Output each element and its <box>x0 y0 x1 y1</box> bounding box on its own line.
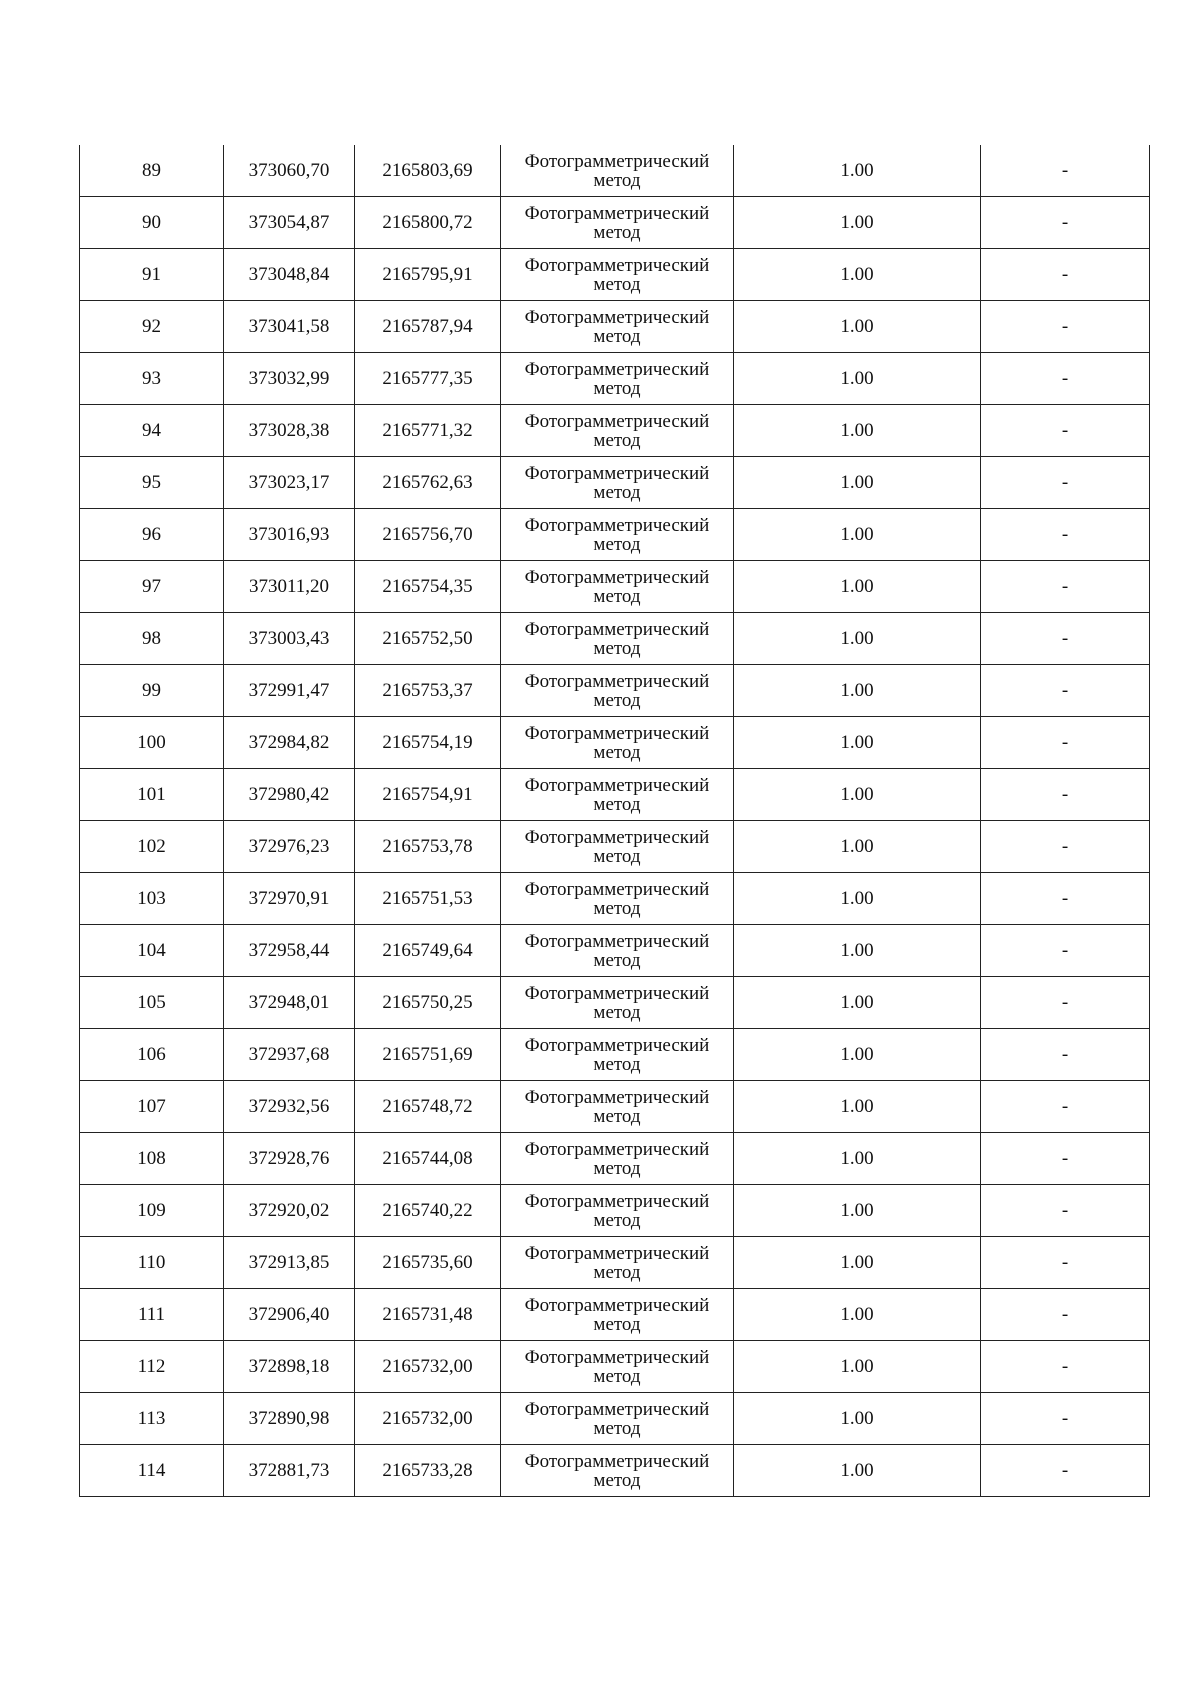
point-number-cell: 89 <box>80 145 224 197</box>
method-cell: Фотограмметрический метод <box>501 769 734 821</box>
note-cell: - <box>981 1393 1150 1445</box>
y-coordinate-cell: 2165753,37 <box>355 665 501 717</box>
x-coordinate-cell: 372928,76 <box>224 1133 355 1185</box>
method-cell: Фотограмметрический метод <box>501 613 734 665</box>
method-cell: Фотограмметрический метод <box>501 665 734 717</box>
table-row <box>80 1081 1150 1133</box>
accuracy-cell: 1.00 <box>734 977 981 1029</box>
note-cell: - <box>981 1029 1150 1081</box>
table-row <box>80 717 1150 769</box>
x-coordinate-cell: 373016,93 <box>224 509 355 561</box>
y-coordinate-cell: 2165762,63 <box>355 457 501 509</box>
x-coordinate-cell: 373023,17 <box>224 457 355 509</box>
point-number-cell: 101 <box>80 769 224 821</box>
accuracy-cell: 1.00 <box>734 821 981 873</box>
note-cell: - <box>981 1081 1150 1133</box>
x-coordinate-cell: 372958,44 <box>224 925 355 977</box>
table-row <box>80 145 1150 197</box>
method-cell: Фотограмметрический метод <box>501 1029 734 1081</box>
note-cell: - <box>981 509 1150 561</box>
table-row <box>80 1237 1150 1289</box>
point-number-cell: 106 <box>80 1029 224 1081</box>
accuracy-cell: 1.00 <box>734 1029 981 1081</box>
table-row <box>80 1029 1150 1081</box>
point-number-cell: 111 <box>80 1289 224 1341</box>
method-cell: Фотограмметрический метод <box>501 873 734 925</box>
note-cell: - <box>981 665 1150 717</box>
accuracy-cell: 1.00 <box>734 1341 981 1393</box>
point-number-cell: 105 <box>80 977 224 1029</box>
coordinates-table <box>79 145 1150 1497</box>
note-cell: - <box>981 769 1150 821</box>
accuracy-cell: 1.00 <box>734 613 981 665</box>
note-cell: - <box>981 561 1150 613</box>
x-coordinate-cell: 373011,20 <box>224 561 355 613</box>
table-row <box>80 1289 1150 1341</box>
x-coordinate-cell: 372976,23 <box>224 821 355 873</box>
accuracy-cell: 1.00 <box>734 1237 981 1289</box>
y-coordinate-cell: 2165751,53 <box>355 873 501 925</box>
accuracy-cell: 1.00 <box>734 769 981 821</box>
accuracy-cell: 1.00 <box>734 509 981 561</box>
x-coordinate-cell: 372948,01 <box>224 977 355 1029</box>
accuracy-cell: 1.00 <box>734 457 981 509</box>
note-cell: - <box>981 717 1150 769</box>
method-cell: Фотограмметрический метод <box>501 353 734 405</box>
table-row <box>80 405 1150 457</box>
table-row <box>80 665 1150 717</box>
y-coordinate-cell: 2165753,78 <box>355 821 501 873</box>
x-coordinate-cell: 373028,38 <box>224 405 355 457</box>
y-coordinate-cell: 2165744,08 <box>355 1133 501 1185</box>
table-row <box>80 1445 1150 1497</box>
x-coordinate-cell: 372920,02 <box>224 1185 355 1237</box>
accuracy-cell: 1.00 <box>734 665 981 717</box>
note-cell: - <box>981 1133 1150 1185</box>
method-cell: Фотограмметрический метод <box>501 405 734 457</box>
y-coordinate-cell: 2165803,69 <box>355 145 501 197</box>
method-cell: Фотограмметрический метод <box>501 1341 734 1393</box>
note-cell: - <box>981 405 1150 457</box>
note-cell: - <box>981 977 1150 1029</box>
note-cell: - <box>981 301 1150 353</box>
y-coordinate-cell: 2165800,72 <box>355 197 501 249</box>
table-row <box>80 353 1150 405</box>
accuracy-cell: 1.00 <box>734 925 981 977</box>
point-number-cell: 95 <box>80 457 224 509</box>
x-coordinate-cell: 372890,98 <box>224 1393 355 1445</box>
note-cell: - <box>981 145 1150 197</box>
point-number-cell: 90 <box>80 197 224 249</box>
coordinates-table-body <box>80 145 1150 1497</box>
accuracy-cell: 1.00 <box>734 405 981 457</box>
point-number-cell: 104 <box>80 925 224 977</box>
table-row <box>80 509 1150 561</box>
table-row <box>80 301 1150 353</box>
table-row <box>80 1341 1150 1393</box>
accuracy-cell: 1.00 <box>734 1289 981 1341</box>
accuracy-cell: 1.00 <box>734 1185 981 1237</box>
method-cell: Фотограмметрический метод <box>501 197 734 249</box>
x-coordinate-cell: 373060,70 <box>224 145 355 197</box>
x-coordinate-cell: 372881,73 <box>224 1445 355 1497</box>
x-coordinate-cell: 373003,43 <box>224 613 355 665</box>
method-cell: Фотограмметрический метод <box>501 1289 734 1341</box>
x-coordinate-cell: 372984,82 <box>224 717 355 769</box>
method-cell: Фотограмметрический метод <box>501 301 734 353</box>
point-number-cell: 103 <box>80 873 224 925</box>
point-number-cell: 94 <box>80 405 224 457</box>
point-number-cell: 99 <box>80 665 224 717</box>
note-cell: - <box>981 1341 1150 1393</box>
y-coordinate-cell: 2165748,72 <box>355 1081 501 1133</box>
point-number-cell: 109 <box>80 1185 224 1237</box>
method-cell: Фотограмметрический метод <box>501 1081 734 1133</box>
y-coordinate-cell: 2165732,00 <box>355 1341 501 1393</box>
point-number-cell: 93 <box>80 353 224 405</box>
method-cell: Фотограмметрический метод <box>501 1393 734 1445</box>
method-cell: Фотограмметрический метод <box>501 561 734 613</box>
point-number-cell: 110 <box>80 1237 224 1289</box>
table-row <box>80 821 1150 873</box>
accuracy-cell: 1.00 <box>734 249 981 301</box>
y-coordinate-cell: 2165756,70 <box>355 509 501 561</box>
x-coordinate-cell: 372937,68 <box>224 1029 355 1081</box>
note-cell: - <box>981 249 1150 301</box>
accuracy-cell: 1.00 <box>734 1081 981 1133</box>
method-cell: Фотограмметрический метод <box>501 821 734 873</box>
note-cell: - <box>981 1445 1150 1497</box>
point-number-cell: 98 <box>80 613 224 665</box>
x-coordinate-cell: 373048,84 <box>224 249 355 301</box>
method-cell: Фотограмметрический метод <box>501 457 734 509</box>
x-coordinate-cell: 372932,56 <box>224 1081 355 1133</box>
y-coordinate-cell: 2165754,35 <box>355 561 501 613</box>
point-number-cell: 113 <box>80 1393 224 1445</box>
accuracy-cell: 1.00 <box>734 197 981 249</box>
accuracy-cell: 1.00 <box>734 1393 981 1445</box>
note-cell: - <box>981 1237 1150 1289</box>
table-row <box>80 977 1150 1029</box>
y-coordinate-cell: 2165751,69 <box>355 1029 501 1081</box>
table-row <box>80 925 1150 977</box>
accuracy-cell: 1.00 <box>734 145 981 197</box>
note-cell: - <box>981 925 1150 977</box>
point-number-cell: 114 <box>80 1445 224 1497</box>
table-row <box>80 1393 1150 1445</box>
y-coordinate-cell: 2165740,22 <box>355 1185 501 1237</box>
method-cell: Фотограмметрический метод <box>501 1237 734 1289</box>
method-cell: Фотограмметрический метод <box>501 1133 734 1185</box>
point-number-cell: 112 <box>80 1341 224 1393</box>
note-cell: - <box>981 457 1150 509</box>
table-row <box>80 457 1150 509</box>
note-cell: - <box>981 1185 1150 1237</box>
point-number-cell: 97 <box>80 561 224 613</box>
y-coordinate-cell: 2165795,91 <box>355 249 501 301</box>
point-number-cell: 108 <box>80 1133 224 1185</box>
method-cell: Фотограмметрический метод <box>501 1185 734 1237</box>
table-row <box>80 769 1150 821</box>
method-cell: Фотограмметрический метод <box>501 1445 734 1497</box>
accuracy-cell: 1.00 <box>734 301 981 353</box>
point-number-cell: 91 <box>80 249 224 301</box>
method-cell: Фотограмметрический метод <box>501 249 734 301</box>
note-cell: - <box>981 1289 1150 1341</box>
accuracy-cell: 1.00 <box>734 717 981 769</box>
y-coordinate-cell: 2165735,60 <box>355 1237 501 1289</box>
x-coordinate-cell: 373032,99 <box>224 353 355 405</box>
y-coordinate-cell: 2165777,35 <box>355 353 501 405</box>
x-coordinate-cell: 372906,40 <box>224 1289 355 1341</box>
y-coordinate-cell: 2165787,94 <box>355 301 501 353</box>
x-coordinate-cell: 372898,18 <box>224 1341 355 1393</box>
note-cell: - <box>981 353 1150 405</box>
y-coordinate-cell: 2165733,28 <box>355 1445 501 1497</box>
y-coordinate-cell: 2165754,19 <box>355 717 501 769</box>
y-coordinate-cell: 2165750,25 <box>355 977 501 1029</box>
x-coordinate-cell: 372970,91 <box>224 873 355 925</box>
point-number-cell: 96 <box>80 509 224 561</box>
method-cell: Фотограмметрический метод <box>501 717 734 769</box>
point-number-cell: 100 <box>80 717 224 769</box>
y-coordinate-cell: 2165731,48 <box>355 1289 501 1341</box>
x-coordinate-cell: 373054,87 <box>224 197 355 249</box>
note-cell: - <box>981 873 1150 925</box>
method-cell: Фотограмметрический метод <box>501 145 734 197</box>
accuracy-cell: 1.00 <box>734 1445 981 1497</box>
table-row <box>80 1133 1150 1185</box>
x-coordinate-cell: 372913,85 <box>224 1237 355 1289</box>
y-coordinate-cell: 2165749,64 <box>355 925 501 977</box>
y-coordinate-cell: 2165732,00 <box>355 1393 501 1445</box>
method-cell: Фотограмметрический метод <box>501 509 734 561</box>
x-coordinate-cell: 372991,47 <box>224 665 355 717</box>
accuracy-cell: 1.00 <box>734 353 981 405</box>
y-coordinate-cell: 2165754,91 <box>355 769 501 821</box>
table-row <box>80 249 1150 301</box>
y-coordinate-cell: 2165771,32 <box>355 405 501 457</box>
table-row <box>80 873 1150 925</box>
accuracy-cell: 1.00 <box>734 561 981 613</box>
table-row <box>80 561 1150 613</box>
point-number-cell: 102 <box>80 821 224 873</box>
method-cell: Фотограмметрический метод <box>501 977 734 1029</box>
point-number-cell: 92 <box>80 301 224 353</box>
point-number-cell: 107 <box>80 1081 224 1133</box>
method-cell: Фотограмметрический метод <box>501 925 734 977</box>
note-cell: - <box>981 821 1150 873</box>
x-coordinate-cell: 373041,58 <box>224 301 355 353</box>
y-coordinate-cell: 2165752,50 <box>355 613 501 665</box>
note-cell: - <box>981 197 1150 249</box>
accuracy-cell: 1.00 <box>734 1133 981 1185</box>
table-row <box>80 1185 1150 1237</box>
table-row <box>80 197 1150 249</box>
table-row <box>80 613 1150 665</box>
accuracy-cell: 1.00 <box>734 873 981 925</box>
note-cell: - <box>981 613 1150 665</box>
x-coordinate-cell: 372980,42 <box>224 769 355 821</box>
